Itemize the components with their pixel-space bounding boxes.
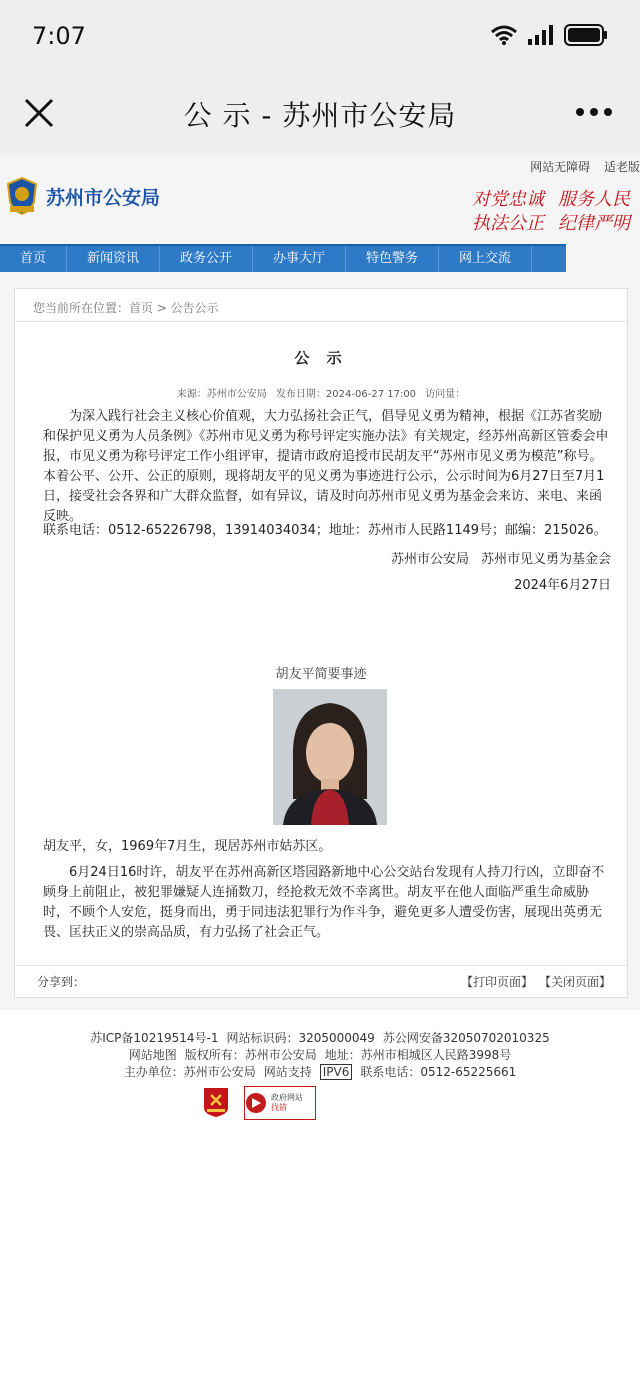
- article-meta: [15, 385, 627, 400]
- nav-item-news[interactable]: 新闻资讯: [67, 246, 160, 272]
- police-emblem-icon: [4, 176, 40, 216]
- site-id: 网站标识码：3205000049: [226, 1031, 375, 1045]
- main-nav: [0, 244, 566, 272]
- sitemap-link[interactable]: 网站地图: [128, 1048, 177, 1062]
- site-brand[interactable]: [4, 176, 160, 216]
- slogan: [458, 188, 630, 236]
- divider: [15, 965, 627, 966]
- article-paragraph: 为深入践行社会主义核心价值观，大力弘扬社会正气，倡导见义勇为精神，根据《江苏省奖励和保护见义勇为人员条例》《苏州市见义勇为称号评定实施办法》有关规定，经苏州高新区管委会申报，市见义勇为称号评定工作小组评审，提请市政府追授市民胡友平“苏州市见义勇为模范”称号。本着公平、公开、公正的原则，现将胡友平的见义勇为事迹进行公示，公示时间为6月27日至7月1日，接受社会各界和广大群众监督，如有异议，请及时向苏州市见义勇为基金会来访、来电、来函反映。: [43, 409, 609, 524]
- article-box: [14, 288, 628, 998]
- print-page-button[interactable]: 【打印页面】: [460, 975, 533, 989]
- signer: 苏州市公安局: [390, 552, 469, 567]
- portrait-photo: [273, 689, 387, 825]
- footer-phone: 联系电话：0512-65225661: [360, 1065, 517, 1079]
- badge-sub: 找错: [271, 1103, 287, 1112]
- person-intro: 胡友平，女，1969年7月生，现居苏州市姑苏区。: [43, 839, 332, 854]
- nav-item-online-exchange[interactable]: 网上交流: [439, 246, 532, 272]
- accessibility-link[interactable]: 网站无障碍: [530, 160, 591, 174]
- brand-name: 苏州市公安局: [46, 186, 161, 209]
- browser-titlebar: [0, 76, 640, 154]
- support-label: 网站支持: [263, 1065, 312, 1079]
- more-options-icon[interactable]: [574, 100, 614, 124]
- party-emblem-icon[interactable]: [200, 1086, 232, 1118]
- signer: 苏州市见义勇为基金会: [480, 552, 611, 567]
- page-title: 公 示 - 苏州市公安局: [183, 99, 457, 132]
- slogan-text: 执法公正: [472, 213, 544, 234]
- report-icon: [245, 1092, 267, 1114]
- battery-icon: [564, 24, 608, 46]
- close-page-button[interactable]: 【关闭页面】: [538, 975, 611, 989]
- sponsor: 主办单位：苏州市公安局: [123, 1065, 256, 1079]
- top-links: [520, 158, 640, 175]
- copyright: 版权所有：苏州市公安局: [184, 1048, 317, 1062]
- site-page: [0, 154, 640, 1010]
- section-subtitle: 胡友平简要事迹: [275, 667, 367, 682]
- signature: [379, 547, 611, 599]
- status-bar: [0, 0, 640, 76]
- footer-badges: [200, 1086, 316, 1120]
- slogan-text: 服务人民: [558, 189, 630, 210]
- nav-item-service-hall[interactable]: 办事大厅: [253, 246, 346, 272]
- elderly-mode-link[interactable]: 适老版: [603, 160, 640, 174]
- nav-item-featured-police[interactable]: 特色警务: [346, 246, 439, 272]
- meta-source: 来源：苏州市公安局: [176, 389, 267, 400]
- meta-date: 发布日期：2024-06-27 17:00: [275, 389, 417, 400]
- article-title: 公 示: [294, 349, 348, 367]
- nav-item-gov-affairs[interactable]: 政务公开: [160, 246, 253, 272]
- slogan-text: 对党忠诚: [472, 189, 544, 210]
- slogan-text: 纪律严明: [558, 213, 630, 234]
- sign-date: 2024年6月27日: [514, 578, 611, 593]
- meta-views: 访问量：: [425, 389, 466, 400]
- gov-site-error-report-badge[interactable]: [244, 1086, 316, 1120]
- icp-record[interactable]: 苏ICP备10219514号-1: [90, 1031, 219, 1045]
- share-label: 分享到：: [37, 975, 86, 989]
- wifi-icon: [490, 24, 518, 46]
- badge-title: 政府网站: [271, 1093, 303, 1102]
- status-icons: [490, 24, 608, 46]
- breadcrumb[interactable]: 您当前所在位置：首页 > 公告公示: [33, 301, 219, 315]
- site-footer: [0, 1030, 640, 1081]
- ipv6-badge: IPV6: [320, 1064, 353, 1080]
- address: 地址：苏州市相城区人民路3998号: [324, 1048, 512, 1062]
- divider: [15, 321, 627, 322]
- signal-icon: [528, 25, 554, 45]
- nav-item-home[interactable]: 首页: [0, 246, 67, 272]
- article-paragraph: 6月24日16时许，胡友平在苏州高新区塔园路新地中心公交站台发现有人持刀行凶，立即奋不顾身上前阻止，被犯罪嫌疑人连捅数刀，经抢救无效不幸离世。胡友平在他人面临严重生命威胁时，不顾个人安危，挺身而出，勇于同违法犯罪行为作斗争，避免更多人遭受伤害，展现出英勇无畏、匡扶正义的崇高品质，有力弘扬了社会正气。: [43, 865, 605, 940]
- contact-info: 联系电话：0512-65226798，13914034034；地址：苏州市人民路1149号；邮编：215026。: [43, 523, 607, 538]
- police-record[interactable]: 苏公网安备32050702010325: [382, 1031, 550, 1045]
- clock: 7:07: [32, 22, 86, 50]
